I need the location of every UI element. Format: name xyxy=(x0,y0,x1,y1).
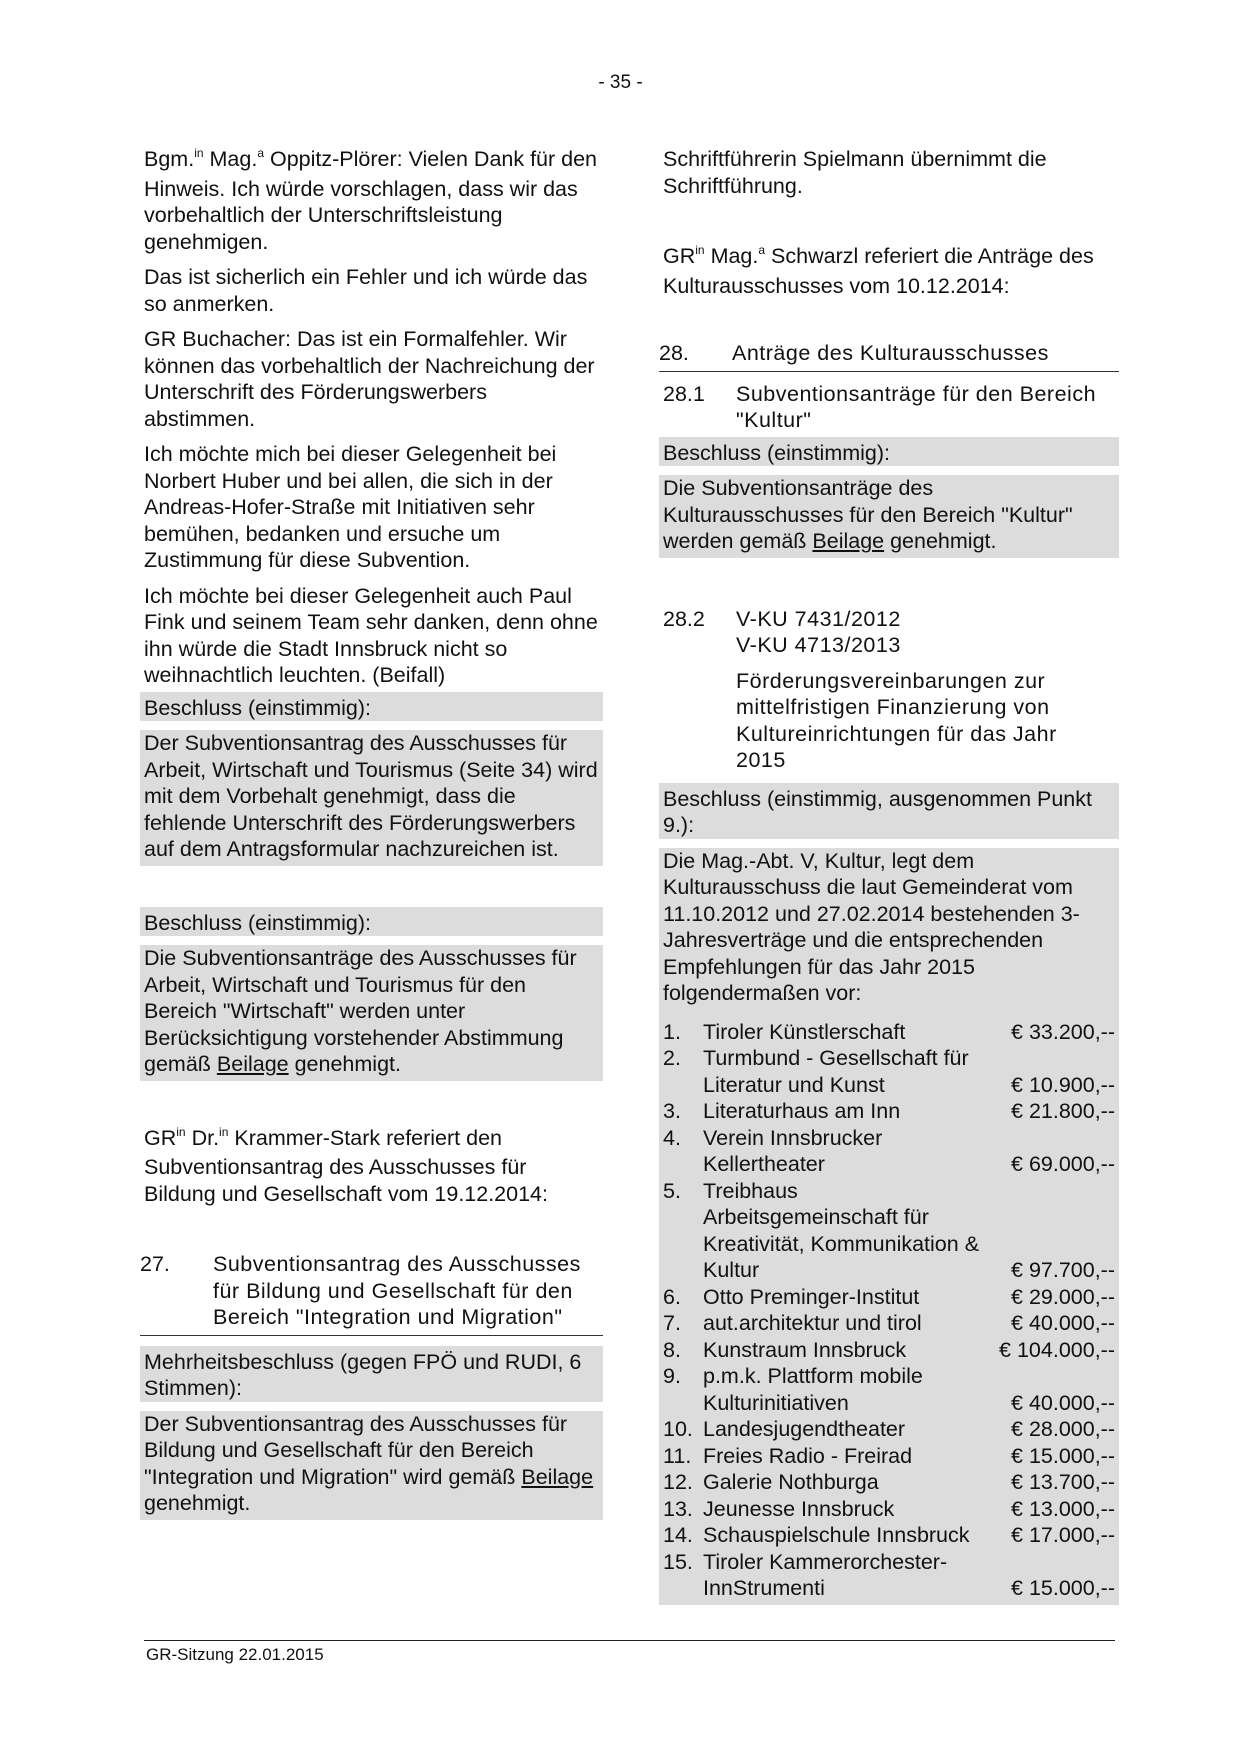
paragraph-buchacher: GR Buchacher: Das ist ein Formalfehler. Wir können das vorbehaltlich der Nachreichung der Unterschrift des Förderungswerbers abstimmen. xyxy=(144,327,595,431)
agenda-title: Förderungsvereinbarungen zur mittelfristigen Finanzierung von Kultureinrichtungen für das Jahr 2015 xyxy=(736,668,1057,772)
file-reference: V-KU 7431/2012 xyxy=(736,606,901,631)
item-number: 3. xyxy=(663,1099,681,1123)
funding-list-item xyxy=(663,1443,1115,1470)
funding-list-item xyxy=(663,1310,1115,1337)
funding-list-item xyxy=(663,1178,1115,1284)
funding-list-item xyxy=(663,1125,1115,1178)
resolution-box xyxy=(140,692,603,866)
resolution-heading: Beschluss (einstimmig): xyxy=(663,440,890,465)
item-organisation: Jeunesse Innsbruck xyxy=(703,1496,895,1521)
item-organisation: Verein Innsbrucker Kellertheater xyxy=(703,1125,883,1176)
funding-list xyxy=(663,1019,1115,1602)
file-reference: V-KU 4713/2013 xyxy=(736,633,901,657)
resolution-text: Die Mag.-Abt. V, Kultur, legt dem Kulturausschuss die laut Gemeinderat vom 11.10.2012 und 27.02.2014 bestehenden 3-Jahresverträge und die entsprechenden Empfehlungen für das Jahr 2015 folgendermaßen vor: xyxy=(663,848,1080,1005)
item-amount: € 104.000,-- xyxy=(999,1337,1115,1362)
item-number: 12. xyxy=(663,1470,693,1494)
item-number: 15. xyxy=(663,1549,693,1574)
item-amount: € 69.000,-- xyxy=(1011,1152,1115,1176)
agenda-number: 28.2 xyxy=(663,606,705,631)
paragraph-huber: Ich möchte mich bei dieser Gelegenheit bei Norbert Huber und bei allen, die sich in der Andreas-Hofer-Straße mit Initiativen sehr bemühen, bedanken und ersuche um Zustimmung für diese Subvention. xyxy=(144,442,557,572)
resolution-text: Die Subventionsanträge des Kulturausschusses für den Bereich "Kultur" werden gemäß Beilage genehmigt. xyxy=(663,476,1073,553)
item-number: 14. xyxy=(663,1523,693,1547)
funding-list-item xyxy=(663,1098,1115,1125)
page-number: - 35 - xyxy=(598,72,643,93)
paragraph-krammer-stark: $GR^{in}$ Dr.$^{in}$ Krammer-Stark referiert den Subventionsantrag des Ausschusses für Bildung und Gesellschaft vom 19.12.2014: xyxy=(144,1124,548,1206)
item-organisation: Kunstraum Innsbruck xyxy=(703,1337,907,1362)
left-column xyxy=(140,146,599,1520)
item-number: 8. xyxy=(663,1337,681,1362)
item-number: 7. xyxy=(663,1311,681,1335)
funding-list-item xyxy=(663,1522,1115,1549)
agenda-title: Subventionsantrag des Ausschusses für Bildung und Gesellschaft für den Bereich "Integration und Migration" xyxy=(213,1252,581,1329)
item-organisation: Freies Radio - Freirad xyxy=(703,1443,913,1468)
resolution-heading: Beschluss (einstimmig, ausgenommen Punkt 9.): xyxy=(663,786,1092,837)
agenda-item-28-1 xyxy=(663,381,1115,434)
funding-list-item xyxy=(663,1549,1115,1602)
paragraph-spielmann: Schriftführerin Spielmann übernimmt die Schriftführung. xyxy=(663,147,1047,198)
footer-divider xyxy=(144,1640,1115,1641)
agenda-title: Subventionsanträge für den Bereich "Kultur" xyxy=(736,381,1097,432)
funding-list-item xyxy=(663,1469,1115,1496)
right-column xyxy=(659,146,1115,1605)
funding-list-item xyxy=(663,1045,1115,1098)
item-number: 1. xyxy=(663,1019,681,1044)
beilage-link[interactable]: Beilage xyxy=(812,529,885,553)
item-amount: € 33.200,-- xyxy=(1011,1019,1115,1044)
resolution-box xyxy=(659,437,1119,558)
funding-list-item xyxy=(663,1363,1115,1416)
item-organisation: aut.architektur und tirol xyxy=(703,1311,922,1335)
item-amount: € 15.000,-- xyxy=(1011,1443,1115,1468)
item-organisation: Galerie Nothburga xyxy=(703,1470,879,1494)
resolution-heading: Beschluss (einstimmig): xyxy=(144,695,371,720)
item-amount: € 13.000,-- xyxy=(1011,1496,1115,1521)
funding-list-item xyxy=(663,1019,1115,1046)
funding-list-item xyxy=(663,1416,1115,1443)
beilage-link[interactable]: Beilage xyxy=(521,1464,594,1489)
item-amount: € 21.800,-- xyxy=(1011,1099,1115,1123)
resolution-box xyxy=(659,783,1119,1605)
item-organisation: Treibhaus Arbeitsgemeinschaft für Kreativität, Kommunikation & Kultur xyxy=(703,1178,980,1282)
agenda-item-27 xyxy=(140,1251,603,1336)
item-amount: € 97.700,-- xyxy=(1011,1258,1115,1282)
item-number: 6. xyxy=(663,1284,681,1309)
resolution-text: Der Subventionsantrag des Ausschusses für Bildung und Gesellschaft für den Bereich "Integration und Migration" wird gemäß Beilage genehmigt. xyxy=(144,1411,594,1515)
item-organisation: Schauspielschule Innsbruck xyxy=(703,1523,970,1547)
item-number: 4. xyxy=(663,1125,681,1150)
paragraph-fehler: Das ist sicherlich ein Fehler und ich würde das so anmerken. xyxy=(144,265,588,316)
item-number: 2. xyxy=(663,1046,681,1070)
agenda-number: 27. xyxy=(140,1252,170,1276)
item-organisation: Turmbund - Gesellschaft für Literatur und Kunst xyxy=(703,1046,969,1097)
item-number: 5. xyxy=(663,1178,681,1203)
beilage-link[interactable]: Beilage xyxy=(216,1052,289,1076)
item-number: 11. xyxy=(663,1443,692,1468)
resolution-text: Der Subventionsantrag des Ausschusses für Arbeit, Wirtschaft und Tourismus (Seite 34) wird mit dem Vorbehalt genehmigt, dass die fehlende Unterschrift des Förderungswerbers auf dem Antragsformular nachzureichen ist. xyxy=(144,731,598,861)
agenda-number: 28.1 xyxy=(663,381,705,406)
agenda-number: 28. xyxy=(659,341,689,365)
funding-list-item xyxy=(663,1496,1115,1523)
item-amount: € 29.000,-- xyxy=(1011,1284,1115,1309)
item-amount: € 17.000,-- xyxy=(1011,1523,1115,1547)
paragraph-oppitz-ploerer: Bgm.$^{in}$ Mag.$^a$ Oppitz-Plörer: Vielen Dank für den Hinweis. Ich würde vorschlagen, dass wir das vorbehaltlich der Unterschriftsleistung genehmigen. xyxy=(144,146,598,254)
resolution-heading: Mehrheitsbeschluss (gegen FPÖ und RUDI, 6 Stimmen): xyxy=(144,1349,582,1400)
item-number: 10. xyxy=(663,1417,693,1441)
resolution-text: Die Subventionsanträge des Ausschusses für Arbeit, Wirtschaft und Tourismus für den Bereich "Wirtschaft" werden unter Berücksichtigung vorstehender Abstimmung gemäß Beilage genehmigt. xyxy=(144,946,577,1076)
footer-session: GR-Sitzung 22.01.2015 xyxy=(146,1645,324,1664)
paragraph-fink: Ich möchte bei dieser Gelegenheit auch Paul Fink und seinem Team sehr danken, denn ohne ihn würde die Stadt Innsbruck nicht so weihnachtlich leuchten. (Beifall) xyxy=(144,583,598,687)
item-organisation: Tiroler Kammerorchester-InnStrumenti xyxy=(703,1549,948,1600)
agenda-title: Anträge des Kulturausschusses xyxy=(732,341,1049,365)
resolution-box xyxy=(140,1346,603,1520)
item-amount: € 10.900,-- xyxy=(1011,1072,1115,1097)
paragraph-schwarzl: $GR^{in}$ Mag.$^a$ Schwarzl referiert die Anträge des Kulturausschusses vom 10.12.2014: xyxy=(663,243,1094,298)
item-organisation: Landesjugendtheater xyxy=(703,1417,906,1441)
item-amount: € 13.700,-- xyxy=(1011,1470,1115,1494)
funding-list-item xyxy=(663,1337,1115,1364)
item-number: 13. xyxy=(663,1496,693,1521)
funding-list-item xyxy=(663,1284,1115,1311)
item-amount: € 40.000,-- xyxy=(1011,1390,1115,1415)
item-number: 9. xyxy=(663,1364,681,1388)
item-amount: € 15.000,-- xyxy=(1011,1576,1115,1600)
item-amount: € 40.000,-- xyxy=(1011,1311,1115,1335)
item-amount: € 28.000,-- xyxy=(1011,1417,1115,1441)
agenda-item-28 xyxy=(659,340,1119,372)
item-organisation: p.m.k. Plattform mobile Kulturinitiativen xyxy=(703,1364,923,1415)
resolution-heading: Beschluss (einstimmig): xyxy=(144,910,371,935)
agenda-item-28-2 xyxy=(663,606,1115,774)
item-organisation: Literaturhaus am Inn xyxy=(703,1099,901,1123)
item-organisation: Otto Preminger-Institut xyxy=(703,1284,920,1309)
resolution-box xyxy=(140,907,603,1081)
item-organisation: Tiroler Künstlerschaft xyxy=(703,1019,906,1044)
